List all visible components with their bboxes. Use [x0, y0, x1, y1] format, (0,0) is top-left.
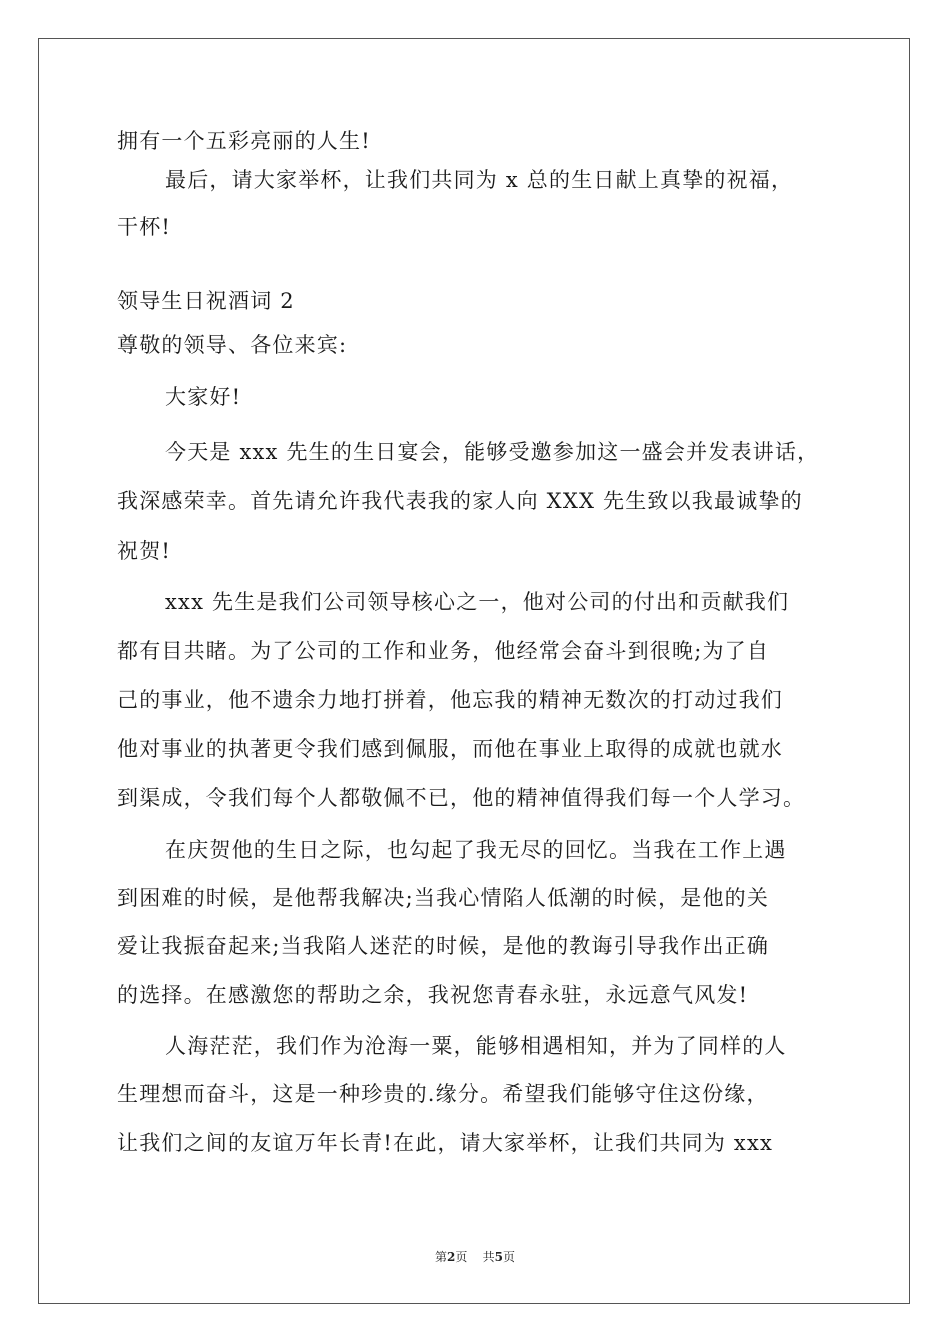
- section-heading: 领导生日祝酒词 2: [117, 289, 295, 313]
- text-line: 生理想而奋斗，这是一种珍贵的.缘分。希望我们能够守住这份缘，: [117, 1082, 769, 1106]
- text-line: 干杯!: [117, 215, 172, 239]
- text-line: 到困难的时候，是他帮我解决;当我心情陷人低潮的时候，是他的关: [117, 886, 770, 910]
- text-line: xxx 先生是我们公司领导核心之一，他对公司的付出和贡献我们: [165, 590, 790, 614]
- text-line: 今天是 xxx 先生的生日宴会，能够受邀参加这一盛会并发表讲话，: [165, 440, 820, 464]
- text-line: 拥有一个五彩亮丽的人生!: [117, 129, 371, 153]
- page-total: 5: [494, 1250, 503, 1264]
- page-current: 2: [446, 1250, 456, 1264]
- text-line: 的选择。在感激您的帮助之余，我祝您青春永驻，永远意气风发!: [117, 983, 749, 1007]
- text-line: 最后，请大家举杯，让我们共同为 x 总的生日献上真挚的祝福，: [165, 168, 794, 192]
- text-line: 祝贺!: [117, 539, 172, 563]
- text-line: 到渠成，令我们每个人都敬佩不已，他的精神值得我们每一个人学习。: [117, 786, 806, 810]
- text-line: 他对事业的执著更令我们感到佩服，而他在事业上取得的成就也就水: [117, 737, 783, 761]
- salutation: 尊敬的领导、各位来宾:: [117, 333, 348, 357]
- text-line: 让我们之间的友谊万年长青!在此，请大家举杯，让我们共同为 xxx: [117, 1131, 774, 1155]
- page-footer: [0, 1248, 950, 1265]
- total-suffix: 页: [503, 1250, 516, 1264]
- page-suffix: 页: [455, 1250, 468, 1264]
- text-line: 我深感荣幸。首先请允许我代表我的家人向 XXX 先生致以我最诚挚的: [117, 489, 803, 513]
- text-line: 爱让我振奋起来;当我陷人迷茫的时候，是他的教诲引导我作出正确: [117, 934, 770, 958]
- text-line: 大家好!: [165, 385, 242, 409]
- text-line: 在庆贺他的生日之际，也勾起了我无尽的回忆。当我在工作上遇: [165, 838, 787, 862]
- page-prefix: 第: [434, 1250, 447, 1264]
- total-prefix: 共: [482, 1250, 495, 1264]
- text-line: 都有目共睹。为了公司的工作和业务，他经常会奋斗到很晚;为了自: [117, 639, 770, 663]
- text-line: 人海茫茫，我们作为沧海一粟，能够相遇相知，并为了同样的人: [165, 1034, 787, 1058]
- text-line: 己的事业，他不遗余力地打拼着，他忘我的精神无数次的打动过我们: [117, 688, 783, 712]
